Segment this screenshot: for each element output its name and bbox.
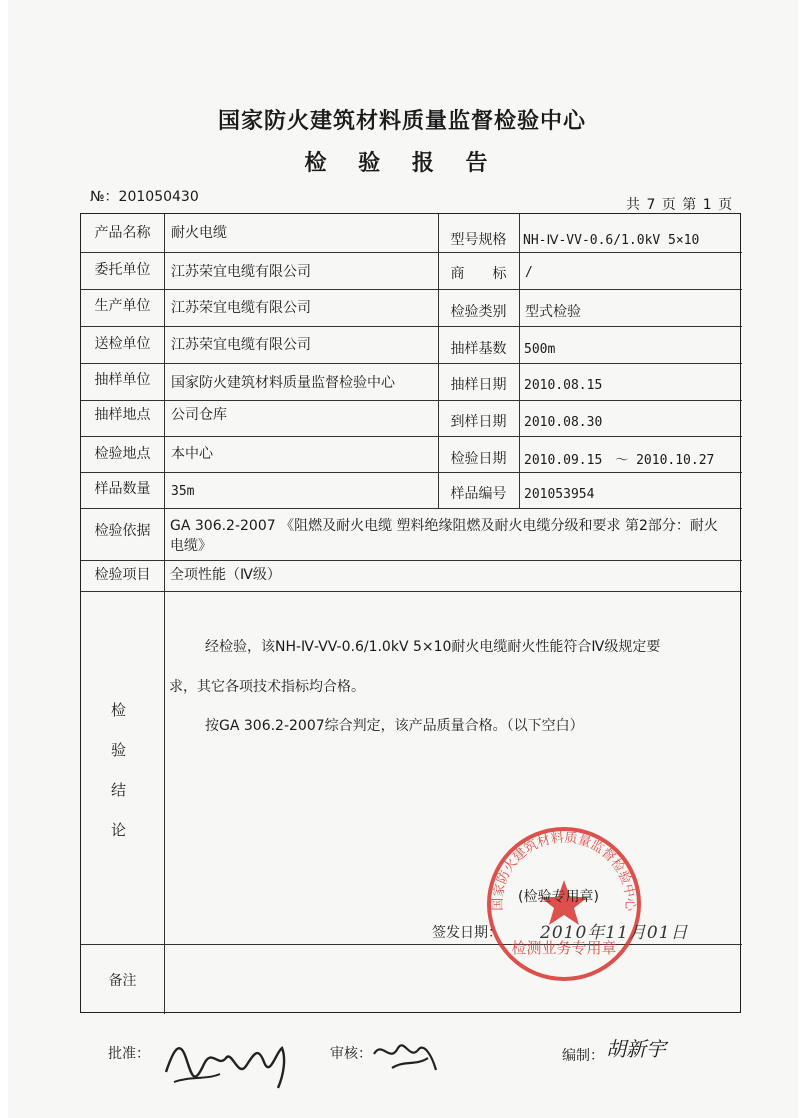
conclusion-text-line-2: 求，其它各项技术指标均合格。 [169, 679, 365, 695]
report-number: №：201050430 [90, 189, 199, 205]
value-trademark: / [525, 265, 533, 280]
value-submitter: 江苏荣宜电缆有限公司 [171, 337, 311, 353]
value-product-name: 耐火电缆 [171, 225, 227, 241]
value-model-spec: NH-Ⅳ-VV-0.6/1.0kV 5×10 [523, 233, 700, 248]
label-inspection-basis: 检验依据 [94, 523, 151, 539]
value-sampling-date: 2010.08.15 [524, 378, 603, 393]
approve-label: 批准： [108, 1046, 150, 1062]
value-inspection-basis: GA 306.2-2007 《阻燃及耐火电缆 塑料绝缘阻燃及耐火电缆分级和要求 第2部分：耐火电缆》 [170, 518, 718, 554]
label-sample-quantity: 样品数量 [94, 481, 151, 497]
conclusion-text-line-1: 经检验，该NH-Ⅳ-VV-0.6/1.0kV 5×10耐火电缆耐火性能符合Ⅳ级规定要 [205, 639, 661, 655]
review-label: 审核： [330, 1046, 372, 1062]
stamp-ring-text: 国家防火建筑材料质量监督检验中心 [490, 830, 638, 912]
label-remarks: 备注 [108, 973, 137, 989]
page-info: 共 7 页 第 1 页 [626, 197, 734, 213]
issue-date-value: 2010年11月01日 [540, 923, 689, 943]
stamp-caption: (检验专用章) [518, 889, 599, 905]
value-manufacturer: 江苏荣宜电缆有限公司 [171, 300, 311, 316]
value-client: 江苏荣宜电缆有限公司 [171, 264, 311, 280]
value-inspection-type: 型式检验 [525, 304, 581, 320]
conclusion-label-char-1: 检 [111, 701, 127, 719]
label-inspection-date: 检验日期 [450, 451, 507, 467]
reviewer-signature [370, 1030, 440, 1080]
label-sampling-base: 抽样基数 [450, 341, 507, 357]
value-inspection-items: 全项性能（Ⅳ级） [170, 567, 281, 583]
value-sampling-org: 国家防火建筑材料质量监督检验中心 [171, 375, 395, 391]
value-sample-quantity: 35m [171, 484, 195, 499]
report-title: 国家防火建筑材料质量监督检验中心 [217, 109, 586, 134]
value-inspection-location: 本中心 [171, 446, 213, 462]
label-sampling-location: 抽样地点 [94, 407, 151, 423]
label-product-name: 产品名称 [94, 225, 151, 241]
compile-label: 编制： [562, 1048, 604, 1064]
label-client: 委托单位 [94, 262, 151, 278]
label-model-spec: 型号规格 [450, 232, 507, 248]
value-sample-number: 201053954 [524, 487, 595, 502]
issue-date-label: 签发日期： [432, 925, 502, 941]
label-inspection-location: 检验地点 [94, 446, 151, 462]
compiler-signature: 胡新宇 [606, 1037, 666, 1061]
conclusion-label-char-2: 验 [111, 741, 127, 759]
value-inspection-date: 2010.09.15 ～ 2010.10.27 [524, 453, 715, 468]
conclusion-label-char-4: 论 [111, 821, 127, 839]
label-inspection-type: 检验类别 [450, 304, 507, 320]
conclusion-text-line-3: 按GA 306.2-2007综合判定，该产品质量合格。（以下空白） [205, 718, 584, 734]
value-sampling-location: 公司仓库 [171, 407, 227, 423]
value-arrival-date: 2010.08.30 [524, 415, 603, 430]
label-inspection-items: 检验项目 [94, 567, 151, 583]
label-trademark: 商 标 [450, 266, 507, 282]
value-sampling-base: 500m [524, 342, 556, 357]
approver-signature [160, 1028, 300, 1096]
conclusion-label-char-3: 结 [111, 781, 127, 799]
stamp-bottom-text: 检测业务专用章 [511, 939, 617, 957]
label-submitter: 送检单位 [94, 336, 151, 352]
label-sample-number: 样品编号 [450, 486, 507, 502]
label-arrival-date: 到样日期 [450, 414, 507, 430]
label-sampling-org: 抽样单位 [94, 372, 151, 388]
label-sampling-date: 抽样日期 [450, 377, 507, 393]
report-subtitle: 检 验 报 告 [304, 151, 500, 176]
label-manufacturer: 生产单位 [94, 298, 151, 314]
